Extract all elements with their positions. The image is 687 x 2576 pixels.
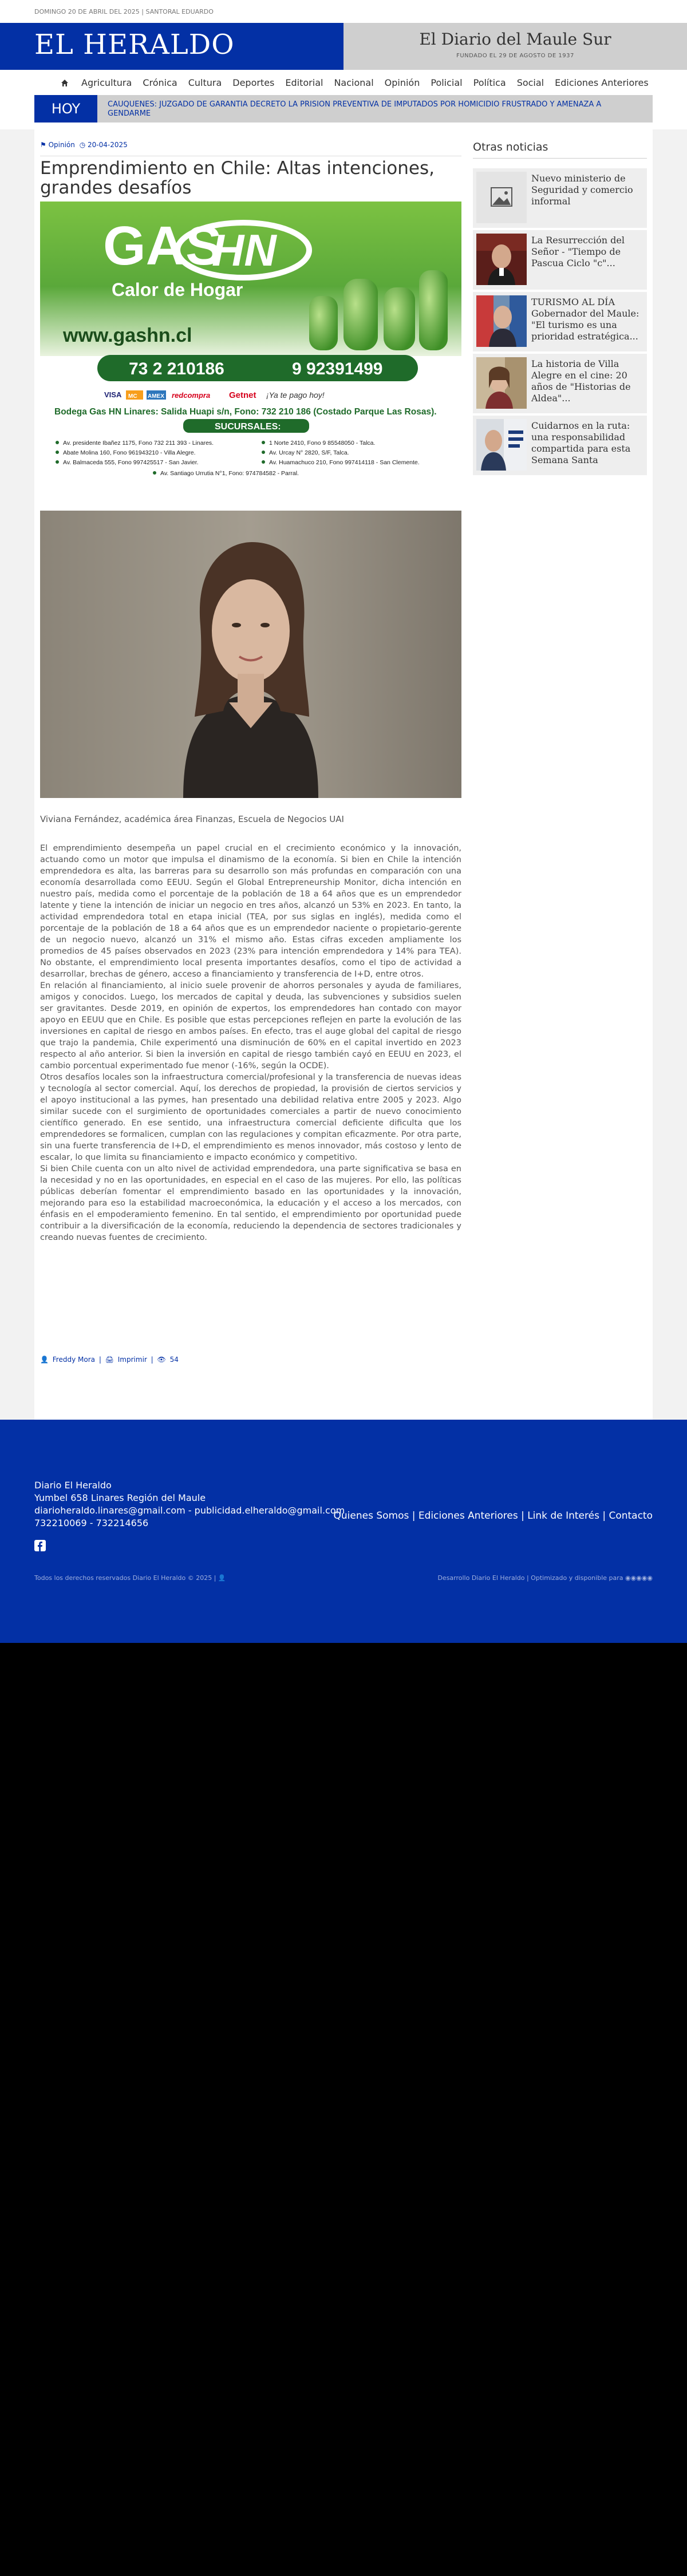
footer-links[interactable]: Quienes Somos | Ediciones Anteriores | Link de Interés | Contacto — [333, 1510, 653, 1522]
nav-item-social[interactable]: Social — [516, 77, 544, 88]
article-paragraph: Si bien Chile cuenta con un alto nivel de actividad emprendedora, una parte significativa se basa en la necesidad y no en las oportunidades, en especial en el caso de las mujeres. Por ello, las políticas públicas deberían fomentar el emprendimiento basado en las oportunidades y la innovación, mejorando para eso la estabilidad macroeconómica, la educación y el acceso a los mercados, con énfasis en el empoderamiento femenino. En tal sentido, el emprendimiento por oportunidad puede contribuir a la diversificación de la economía, reduciendo la dependencia de sectores tradicionales y creando nuevas fuentes de crecimiento. — [40, 1164, 461, 1242]
pay-slogan: ¡Ya te pago hoy! — [266, 390, 325, 400]
nav-item-politica[interactable]: Política — [473, 77, 506, 88]
news-thumbnail — [476, 419, 527, 471]
ad-phone-1: 73 2 210186 — [129, 359, 224, 378]
sucursal-right-1: 1 Norte 2410, Fono 9 85548050 - Talca. — [269, 440, 376, 447]
sidebar-title: Otras noticias — [473, 141, 647, 159]
footer-rights — [34, 1574, 226, 1582]
sucursal-left-3: Av. Balmaceda 555, Fono 997425517 - San Javier. — [63, 459, 199, 466]
header-tagline-panel — [344, 23, 687, 70]
nav-item-editorial[interactable]: Editorial — [285, 77, 323, 88]
nav-item-agricultura[interactable]: Agricultura — [81, 77, 132, 88]
sucursal-left-1: Av. presidente Ibañez 1175, Fono 732 211 393 - Linares. — [63, 440, 214, 447]
eye-icon: 👁 — [157, 1356, 166, 1364]
site-tagline: El Diario del Maule Sur — [419, 30, 611, 49]
sidebar-news-item[interactable] — [473, 230, 647, 290]
sidebar-news-item[interactable] — [473, 292, 647, 351]
sucursal-left-2: Abate Molina 160, Fono 961943210 - Villa Alegre. — [63, 449, 196, 456]
pay-mc: MC — [128, 393, 137, 400]
footer-emails[interactable]: diarioheraldo.linares@gmail.com - publicidad.elheraldo@gmail.com — [34, 1505, 345, 1516]
nav-item-nacional[interactable]: Nacional — [334, 77, 374, 88]
main-nav — [0, 70, 687, 95]
top-bar — [0, 0, 687, 23]
pay-getnet: Getnet — [229, 390, 256, 400]
sidebar-news-item[interactable] — [473, 354, 647, 413]
sidebar-news-title[interactable]: Nuevo ministerio de Seguridad y comercio informal — [531, 173, 633, 207]
nav-item-cultura[interactable]: Cultura — [188, 77, 222, 88]
footer-name: Diario El Heraldo — [34, 1480, 112, 1491]
browser-icons: ◉◉◉◉◉ — [625, 1574, 653, 1582]
article-photo — [40, 511, 461, 798]
news-thumbnail — [476, 295, 527, 347]
article-title: Emprendimiento en Chile: Altas intenciones, grandes desafíos — [40, 156, 461, 197]
footer-rights-text: Todos los derechos reservados Diario El Heraldo © 2025 | — [34, 1574, 216, 1582]
header-logo-panel — [0, 23, 344, 70]
image-placeholder-icon — [476, 172, 527, 223]
ad-brand-hn: HN — [212, 225, 277, 275]
pay-visa: VISA — [104, 390, 122, 399]
site-logo[interactable]: EL HERALDO — [34, 29, 235, 61]
user-icon[interactable]: 👤 — [218, 1574, 226, 1582]
footer-address: Yumbel 658 Linares Región del Maule — [34, 1492, 206, 1503]
sucursal-bottom: Av. Santiago Urrutia N°1, Fono: 974784582 - Parral. — [160, 470, 299, 477]
facebook-icon[interactable] — [34, 1540, 46, 1551]
footer-contact — [34, 1479, 345, 1530]
ad-phone-2: 9 92391499 — [292, 359, 383, 378]
footer-developer — [437, 1574, 653, 1582]
ad-brand-gas: GAS — [103, 215, 223, 276]
article-meta — [40, 141, 461, 149]
sucursal-right-3: Av. Huamachuco 210, Fono 997414118 - San Clemente. — [269, 459, 420, 466]
photo-caption: Viviana Fernández, académica área Finanzas, Escuela de Negocios UAI — [40, 814, 344, 824]
article-body — [40, 839, 461, 1243]
author-link[interactable]: Freddy Mora — [52, 1356, 95, 1364]
print-link[interactable]: Imprimir — [117, 1356, 147, 1364]
footer-phones: 732210069 - 732214656 — [34, 1518, 149, 1528]
article-paragraph: El emprendimiento desempeña un papel crucial en el crecimiento económico y la innovación, actuando como un motor que impulsa el dinamismo de la economía. Si bien en Chile la intención emprendedora es alta, las barreras para su desarrollo son más profundas en comparación con una economía desarrollada como EEUU. Según el Global Entrepreneurship Monitor, dicha intención en nuestro país, medida como el porcentaje de la población de 18 a 64 años que es un emprendedor latente y tiene la intención de iniciar un negocio en tres años, alcanzó un 53% en 2023. En tanto, la actividad emprendedora total en etapa inicial (TEA, por sus siglas en inglés), medida como el porcentaje de la población de 18 a 64 años que es un emprendedor naciente o propietario-gerente de un negocio nuevo, alcanzó un 31% el mismo año. Estas cifras exceden ampliamente los promedios de 45 países observados en 2023 (23% para intención emprendedora y 14% para TEA). No obstante, el emprendimiento local presenta importantes desafíos, como el tipo de actividad a desarrollar, brechas de género, acceso a financiamiento y transferencia de I+D, entre otros. — [40, 844, 461, 979]
sidebar-news-item[interactable] — [473, 168, 647, 228]
sidebar-news-title[interactable]: La Resurrección del Señor - "Tiempo de Pascua Ciclo "c"... — [531, 235, 625, 268]
pay-redcompra: redcompra — [172, 391, 211, 400]
article-footer: 👤 Freddy Mora | 🖨 Imprimir | 👁 54 — [40, 1356, 179, 1364]
nav-item-policial[interactable]: Policial — [431, 77, 463, 88]
nav-item-ediciones-anteriores[interactable]: Ediciones Anteriores — [555, 77, 649, 88]
date-santoral: DOMINGO 20 DE ABRIL DEL 2025 | SANTORAL EDUARDO — [34, 8, 214, 15]
news-thumbnail — [476, 357, 527, 409]
sidebar-other-news — [473, 141, 647, 159]
sucursal-right-2: Av. Urcay N° 2820, S/F, Talca. — [269, 449, 349, 456]
site-footer — [0, 1420, 687, 1643]
article-category[interactable]: Opinión — [48, 141, 75, 149]
sidebar-news-title[interactable]: Cuidarnos en la ruta: una responsabilidad compartida para esta Semana Santa — [531, 420, 631, 465]
ad-sucursales-label: SUCURSALES: — [215, 422, 281, 432]
ad-bodega: Bodega Gas HN Linares: Salida Huapi s/n, Fono: 732 210 186 (Costado Parque Las Rosas). — [54, 407, 437, 417]
nav-item-cronica[interactable]: Crónica — [143, 77, 177, 88]
article-paragraph: Otros desafíos locales son la infraestructura comercial/profesional y la transferencia de nuevas ideas y tecnología al sector comercial. Aquí, los derechos de propiedad, la provisión de ciertos servicios y el apoyo institucional a las pymes, han presentado una debilidad relativa entre 2005 y 2023. Algo similar sucede con el surgimiento de oportunidades comerciales a partir de nuevo conocimiento científico generado. En ese sentido, una infraestructura comercial deficiente dificulta que los emprendedores se formalicen, cumplan con las regulaciones y compitan eficazmente. Por otra parte, sin una fuerte transferencia de I+D, el emprendimiento es menos innovador, más costoso y lento de escalar, lo que limita su financiamiento e impacto económico y competitivo. — [40, 1073, 461, 1162]
print-icon[interactable]: 🖨 — [105, 1356, 114, 1364]
pay-amex: AMEX — [148, 393, 164, 400]
article-paragraph: En relación al financiamiento, al inicio suele provenir de ahorros personales y ayuda de familiares, amigos y conocidos. Luego, los mercados de capital y deuda, las subvenciones y subsidios suelen ser gravitantes. Desde 2019, en opinión de expertos, los emprendedores han contado con mayor apoyo en EEUU que en Chile. Es posible que estas percepciones reflejen en parte la evolución de las inversiones en capital de riesgo en ambos países. En efecto, tras el auge global del capital de riesgo que trajo la pandemia, Chile experimentó una disminución de 60% en el capital invertido en 2023 respecto al año anterior. Si bien la inversión en capital de riesgo también cayó en EEUU en 2023, el cambio porcentual experimentado fue menor (-16%, según la OCDE). — [40, 981, 461, 1070]
article-header — [40, 141, 461, 197]
view-count: 54 — [169, 1356, 179, 1364]
home-icon[interactable] — [61, 78, 69, 86]
nav-item-deportes[interactable]: Deportes — [232, 77, 275, 88]
article-date: 20-04-2025 — [88, 141, 128, 149]
sidebar-news-item[interactable] — [473, 416, 647, 475]
clock-icon: ◷ — [79, 141, 86, 149]
user-icon: 👤 — [40, 1356, 49, 1364]
ad-website: www.gashn.cl — [63, 325, 192, 346]
sidebar-news-title[interactable]: TURISMO AL DÍA Gobernador del Maule: "El turismo es una prioridad estratégica... — [531, 297, 639, 342]
tag-icon: ⚑ — [40, 141, 46, 149]
ticker-headline[interactable]: CAUQUENES: JUZGADO DE GARANTIA DECRETO LA PRISION PREVENTIVA DE IMPUTADOS POR HOMICIDIO FRUSTRADO Y AMENAZA A GENDARME — [97, 95, 653, 123]
sidebar-news-title[interactable]: La historia de Villa Alegre en el cine: 20 años de "Historias de Aldea"... — [531, 358, 631, 404]
ad-tagline: Calor de Hogar — [112, 279, 243, 300]
ticker-label: HOY — [34, 95, 97, 123]
gas-hn-advertisement[interactable] — [40, 202, 461, 488]
ticker-area — [0, 95, 687, 129]
nav-item-opinion[interactable]: Opinión — [384, 77, 420, 88]
footer-developer-text: Desarrollo Diario El Heraldo | Optimizado y disponible para — [437, 1574, 623, 1582]
news-thumbnail — [476, 234, 527, 285]
founded-text: FUNDADO EL 29 DE AGOSTO DE 1937 — [456, 53, 574, 59]
